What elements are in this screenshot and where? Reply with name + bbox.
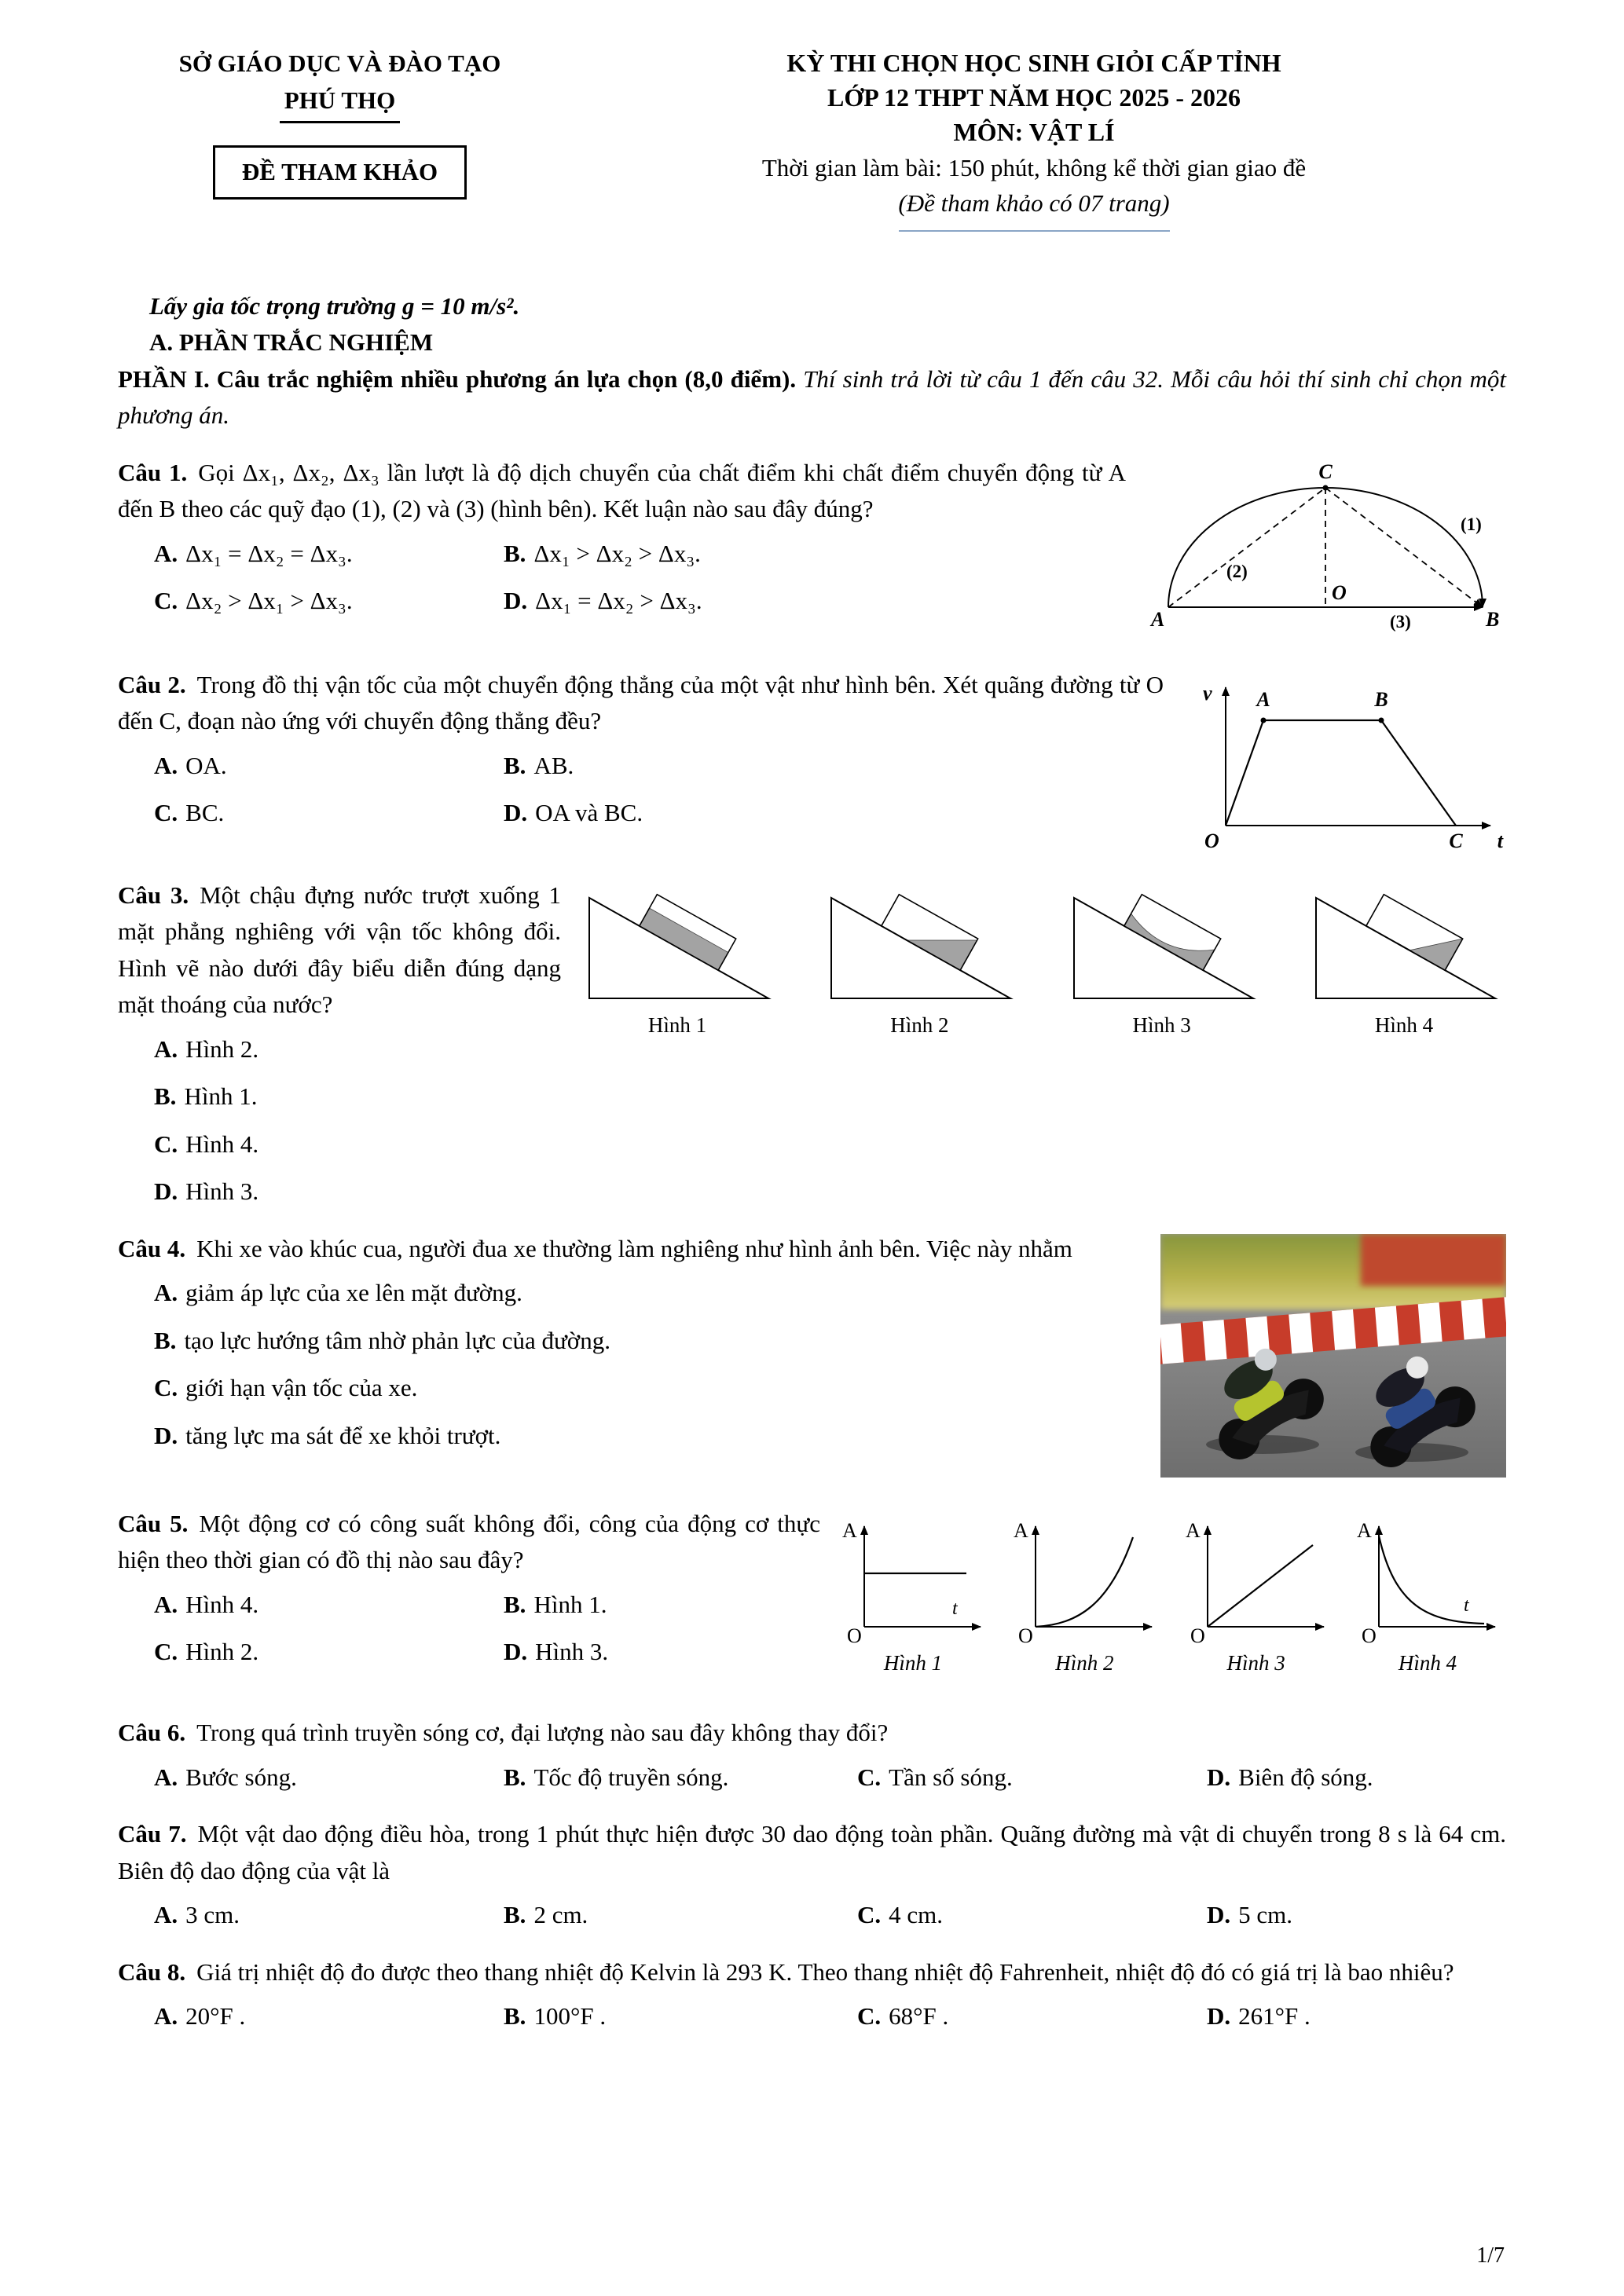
header bbox=[118, 46, 1506, 232]
y-axis-label: A bbox=[1356, 1518, 1372, 1542]
option-label: AB. bbox=[533, 751, 574, 779]
option-key: C. bbox=[857, 1763, 882, 1791]
option-label: Δx₁ = Δx₂ > Δx₃. bbox=[535, 587, 702, 615]
question-8-text: Giá trị nhiệt độ đo được theo thang nhiệt độ Kelvin là 293 K. Theo thang nhiệt độ Fahrenheit, nhiệt độ đó có giá trị là bao nhiêu? bbox=[196, 1957, 1454, 1986]
option-label: giới hạn vận tốc của xe. bbox=[185, 1374, 418, 1402]
option-b bbox=[504, 748, 1164, 785]
option-label: Hình 4. bbox=[185, 1590, 259, 1618]
option-a bbox=[154, 748, 504, 785]
option-key: B. bbox=[154, 1326, 177, 1354]
option-key: C. bbox=[154, 799, 178, 827]
graph-2 bbox=[1006, 1511, 1163, 1646]
department-line1: SỞ GIÁO DỤC VÀ ĐÀO TẠO bbox=[178, 49, 501, 77]
option-label: 2 cm. bbox=[533, 1901, 588, 1929]
option-label: Hình 4. bbox=[185, 1130, 259, 1158]
path-2-label: (2) bbox=[1226, 561, 1248, 581]
option-key: D. bbox=[1207, 1763, 1231, 1791]
department-line2: PHÚ THỌ bbox=[280, 82, 401, 124]
question-4-options bbox=[154, 1275, 1142, 1454]
option-key: A. bbox=[154, 1763, 178, 1791]
question-6 bbox=[118, 1715, 1506, 1796]
option-a bbox=[154, 536, 504, 573]
option-key: A. bbox=[154, 751, 178, 779]
section-a-title: A. PHẦN TRẮC NGHIỆM bbox=[149, 328, 434, 357]
option-b bbox=[154, 1323, 1142, 1360]
option-label: Bước sóng. bbox=[185, 1763, 297, 1791]
option-label: 20°F . bbox=[185, 2002, 246, 2031]
path-1-label: (1) bbox=[1461, 514, 1482, 534]
question-2-options bbox=[154, 748, 1164, 832]
water-shape bbox=[907, 940, 977, 970]
question-8-options bbox=[154, 1998, 1506, 2035]
figure-caption: Hình 4 bbox=[1374, 1013, 1434, 1037]
part1-heading bbox=[118, 361, 1506, 434]
option-label: giảm áp lực của xe lên mặt đường. bbox=[185, 1279, 522, 1307]
option-key: C. bbox=[857, 2002, 882, 2031]
option-key: A. bbox=[154, 1590, 178, 1618]
option-key: A. bbox=[154, 1901, 178, 1929]
water-shape bbox=[640, 908, 728, 970]
y-axis-label: A bbox=[842, 1518, 857, 1542]
option-key: D. bbox=[154, 1421, 178, 1449]
option-key: B. bbox=[504, 751, 526, 779]
option-key: D. bbox=[1207, 1901, 1231, 1929]
option-label: Hình 2. bbox=[185, 1034, 259, 1063]
option-key: D. bbox=[504, 587, 528, 615]
option-key: A. bbox=[154, 1279, 178, 1307]
question-1-figure bbox=[1145, 458, 1506, 639]
option-key: B. bbox=[504, 2002, 526, 2031]
gravity-note: Lấy gia tốc trọng trường g = 10 m/s². bbox=[149, 291, 520, 320]
header-divider bbox=[899, 230, 1170, 232]
option-b bbox=[504, 1587, 820, 1624]
t-axis-label: t bbox=[952, 1598, 958, 1619]
option-label: Tốc độ truyền sóng. bbox=[533, 1763, 729, 1791]
option-key: D. bbox=[504, 799, 528, 827]
incline-drawing-2 bbox=[817, 882, 1021, 1008]
incline-figure-1 bbox=[575, 882, 779, 1042]
option-c bbox=[154, 795, 504, 832]
origin-label: O bbox=[1204, 829, 1219, 849]
option-b bbox=[504, 536, 1126, 573]
figure-caption: Hình 1 bbox=[647, 1013, 707, 1037]
option-c bbox=[154, 1634, 504, 1671]
question-2-label: Câu 2. bbox=[118, 670, 186, 698]
option-label: OA và BC. bbox=[535, 799, 643, 827]
option-d bbox=[1207, 1760, 1506, 1796]
option-d bbox=[504, 1634, 820, 1671]
question-4-label: Câu 4. bbox=[118, 1234, 186, 1262]
t-axis-label: t bbox=[1463, 1595, 1469, 1616]
question-3-figures bbox=[575, 882, 1506, 1042]
point-c-label: C bbox=[1449, 829, 1463, 849]
option-a bbox=[154, 1275, 1142, 1312]
incline-drawing-3 bbox=[1060, 882, 1264, 1008]
question-6-options bbox=[154, 1760, 1506, 1796]
option-key: C. bbox=[154, 1374, 178, 1402]
exam-title-line2: LỚP 12 THPT NĂM HỌC 2025 - 2026 bbox=[827, 83, 1241, 112]
graph-1 bbox=[834, 1511, 992, 1646]
origin-label: O bbox=[847, 1624, 862, 1646]
question-6-label: Câu 6. bbox=[118, 1719, 186, 1747]
point-c-label: C bbox=[1318, 460, 1333, 483]
figure-caption: Hình 1 bbox=[883, 1650, 943, 1675]
option-label: 5 cm. bbox=[1238, 1901, 1293, 1929]
graph-3 bbox=[1178, 1511, 1335, 1646]
option-label: Hình 3. bbox=[535, 1638, 609, 1666]
option-label: Hình 1. bbox=[184, 1082, 258, 1111]
path-3-label: (3) bbox=[1390, 611, 1411, 632]
question-3-text: Một chậu đựng nước trượt xuống 1 mặt phẳng nghiêng với vận tốc không đổi. Hình vẽ nào dưới đây biểu diễn đúng dạng mặt thoáng của nước? bbox=[118, 881, 561, 1019]
option-key: D. bbox=[154, 1177, 178, 1206]
option-key: B. bbox=[504, 539, 526, 567]
question-7 bbox=[118, 1816, 1506, 1934]
option-label: 3 cm. bbox=[185, 1901, 240, 1929]
question-2 bbox=[118, 667, 1506, 857]
exam-pages-note: (Đề tham khảo có 07 trang) bbox=[898, 189, 1170, 218]
question-7-text: Một vật dao động điều hòa, trong 1 phút thực hiện được 30 dao động toàn phần. Quãng đường mà vật di chuyển trong 8 s là 64 cm. Biên độ dao động của vật là bbox=[118, 1820, 1506, 1884]
question-1-label: Câu 1. bbox=[118, 458, 188, 486]
option-d bbox=[154, 1418, 1142, 1455]
water-shape bbox=[1124, 914, 1214, 970]
option-label: Δx₂ > Δx₁ > Δx₃. bbox=[185, 587, 353, 615]
option-c bbox=[857, 1897, 1207, 1934]
option-d bbox=[504, 583, 1126, 620]
point-a-label: A bbox=[1256, 687, 1270, 711]
point-b-label: B bbox=[1374, 687, 1388, 711]
point-o-label: O bbox=[1332, 580, 1347, 604]
exam-title-line1: KỲ THI CHỌN HỌC SINH GIỎI CẤP TỈNH bbox=[786, 49, 1281, 77]
incline-figure-3 bbox=[1060, 882, 1264, 1042]
trajectory-diagram bbox=[1145, 458, 1506, 639]
exam-duration: Thời gian làm bài: 150 phút, không kể thời gian giao đề bbox=[761, 154, 1307, 182]
y-axis-label: A bbox=[1185, 1518, 1201, 1542]
y-axis-label: A bbox=[1014, 1518, 1029, 1542]
option-a bbox=[154, 1998, 504, 2035]
option-key: C. bbox=[154, 1130, 178, 1158]
option-key: D. bbox=[1207, 2002, 1231, 2031]
option-label: Δx₁ = Δx₂ = Δx₃. bbox=[185, 539, 353, 567]
option-c bbox=[857, 1998, 1207, 2035]
option-key: B. bbox=[504, 1763, 526, 1791]
graph-4 bbox=[1349, 1511, 1506, 1646]
option-b bbox=[154, 1078, 561, 1115]
option-b bbox=[504, 1998, 857, 2035]
option-a bbox=[154, 1760, 504, 1796]
question-7-options bbox=[154, 1897, 1506, 1934]
option-key: A. bbox=[154, 1034, 178, 1063]
question-1 bbox=[118, 455, 1506, 646]
option-label: Δx₁ > Δx₂ > Δx₃. bbox=[533, 539, 701, 567]
incline-figure-4 bbox=[1302, 882, 1506, 1042]
option-label: Tần số sóng. bbox=[889, 1763, 1013, 1791]
racing-photo bbox=[1160, 1234, 1506, 1478]
option-label: Hình 2. bbox=[185, 1638, 259, 1666]
question-3-options bbox=[154, 1031, 561, 1210]
part1-title: PHẦN I. Câu trắc nghiệm nhiều phương án lựa chọn (8,0 điểm). bbox=[118, 364, 797, 393]
option-label: tăng lực ma sát để xe khỏi trượt. bbox=[185, 1421, 501, 1449]
question-3-label: Câu 3. bbox=[118, 881, 189, 909]
reference-exam-box: ĐỀ THAM KHẢO bbox=[213, 145, 467, 200]
incline-drawing-1 bbox=[575, 882, 779, 1008]
option-key: C. bbox=[154, 1638, 178, 1666]
question-6-text: Trong quá trình truyền sóng cơ, đại lượng nào sau đây không thay đổi? bbox=[196, 1719, 889, 1747]
origin-label: O bbox=[1190, 1624, 1205, 1646]
figure-caption: Hình 4 bbox=[1398, 1650, 1457, 1675]
option-label: BC. bbox=[185, 799, 225, 827]
work-time-graph-1 bbox=[834, 1511, 992, 1679]
question-1-options bbox=[154, 536, 1126, 620]
option-label: Biên độ sóng. bbox=[1238, 1763, 1373, 1791]
question-5-text: Một động cơ có công suất không đổi, công của động cơ thực hiện theo thời gian có đồ thị nào sau đây? bbox=[118, 1509, 820, 1574]
option-label: 261°F . bbox=[1238, 2002, 1311, 2031]
question-3 bbox=[118, 877, 1506, 1210]
figure-caption: Hình 2 bbox=[1055, 1650, 1114, 1675]
page-number: 1/7 bbox=[1476, 2243, 1505, 2268]
point-a-label: A bbox=[1151, 607, 1165, 631]
option-key: C. bbox=[857, 1901, 882, 1929]
option-key: A. bbox=[154, 539, 178, 567]
question-4-photo bbox=[1160, 1234, 1506, 1478]
option-label: tạo lực hướng tâm nhờ phản lực của đường. bbox=[184, 1326, 610, 1354]
t-axis-label: t bbox=[1497, 829, 1503, 849]
background-barrier bbox=[1361, 1234, 1506, 1286]
option-label: OA. bbox=[185, 751, 227, 779]
option-b bbox=[504, 1760, 857, 1796]
figure-caption: Hình 2 bbox=[890, 1013, 949, 1037]
option-c bbox=[154, 1370, 1142, 1407]
question-5-figures bbox=[834, 1511, 1506, 1679]
option-key: B. bbox=[504, 1901, 526, 1929]
option-c bbox=[154, 583, 504, 620]
question-4 bbox=[118, 1231, 1506, 1485]
option-b bbox=[504, 1897, 857, 1934]
question-7-label: Câu 7. bbox=[118, 1820, 187, 1848]
option-c bbox=[857, 1760, 1207, 1796]
question-2-text: Trong đồ thị vận tốc của một chuyển động thẳng của một vật như hình bên. Xét quãng đường từ O đến C, đoạn nào ứng với chuyển động thẳng đều? bbox=[118, 670, 1164, 735]
figure-caption: Hình 3 bbox=[1132, 1013, 1191, 1037]
option-label: 100°F . bbox=[533, 2002, 607, 2031]
question-1-text: Gọi Δx₁, Δx₂, Δx₃ lần lượt là độ dịch chuyển của chất điểm khi chất điểm chuyển động từ A đến B theo các quỹ đạo (1), (2) và (3) (hình bên). Kết luận nào sau đây đúng? bbox=[118, 458, 1126, 523]
part1-note: Thí sinh trả lời từ câu 1 đến câu 32. Mỗi câu hỏi thí sinh chỉ chọn một phương án. bbox=[118, 364, 1507, 430]
option-key: A. bbox=[154, 2002, 178, 2031]
work-time-graph-3 bbox=[1178, 1511, 1335, 1679]
work-time-graph-2 bbox=[1006, 1511, 1163, 1679]
question-5-options bbox=[154, 1587, 820, 1671]
origin-label: O bbox=[1361, 1624, 1377, 1646]
exam-subject: MÔN: VẬT LÍ bbox=[953, 118, 1115, 147]
option-key: C. bbox=[154, 587, 178, 615]
option-a bbox=[154, 1031, 561, 1068]
origin-label: O bbox=[1018, 1624, 1034, 1646]
option-d bbox=[504, 795, 1164, 832]
option-key: B. bbox=[504, 1590, 526, 1618]
question-8 bbox=[118, 1954, 1506, 2035]
option-a bbox=[154, 1897, 504, 1934]
option-label: Hình 3. bbox=[185, 1177, 259, 1206]
question-4-text: Khi xe vào khúc cua, người đua xe thường làm nghiêng như hình ảnh bên. Việc này nhằm bbox=[196, 1234, 1072, 1262]
header-right bbox=[562, 46, 1506, 232]
option-label: Hình 1. bbox=[533, 1590, 607, 1618]
point-b-label: B bbox=[1486, 607, 1500, 631]
incline-drawing-4 bbox=[1302, 882, 1506, 1008]
figure-caption: Hình 3 bbox=[1226, 1650, 1285, 1675]
option-label: 4 cm. bbox=[889, 1901, 944, 1929]
option-d bbox=[1207, 1998, 1506, 2035]
question-5 bbox=[118, 1506, 1506, 1686]
option-key: D. bbox=[504, 1638, 528, 1666]
question-2-figure bbox=[1182, 670, 1506, 849]
option-key: B. bbox=[154, 1082, 177, 1111]
question-5-label: Câu 5. bbox=[118, 1509, 189, 1537]
option-d bbox=[154, 1174, 561, 1210]
velocity-time-graph bbox=[1182, 670, 1506, 849]
v-axis-label: v bbox=[1203, 681, 1212, 705]
header-left bbox=[118, 46, 562, 232]
work-time-graph-4 bbox=[1349, 1511, 1506, 1679]
option-label: 68°F . bbox=[889, 2002, 949, 2031]
option-c bbox=[154, 1126, 561, 1163]
option-a bbox=[154, 1587, 504, 1624]
intro bbox=[118, 288, 1506, 434]
incline-figure-2 bbox=[817, 882, 1021, 1042]
option-d bbox=[1207, 1897, 1506, 1934]
question-8-label: Câu 8. bbox=[118, 1957, 186, 1986]
